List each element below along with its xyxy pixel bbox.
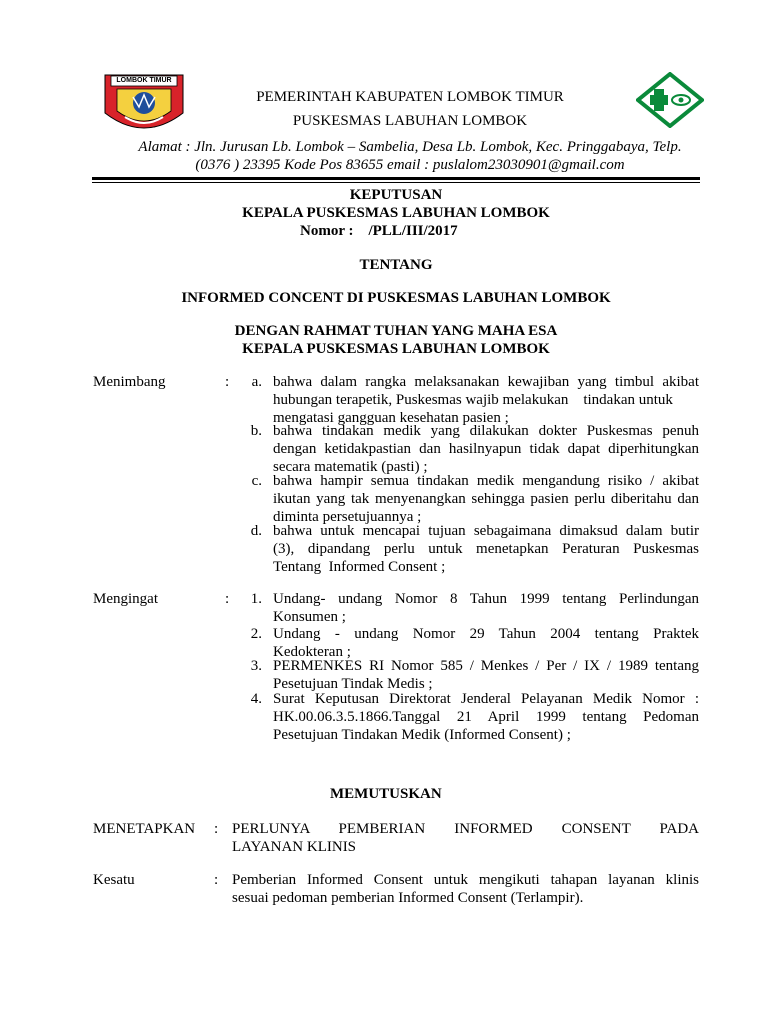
text-line: Konsumen ;	[273, 609, 346, 625]
menimbang-marker-b: b.	[250, 423, 262, 439]
menimbang-item-d	[273, 522, 699, 576]
mengingat-marker-4: 4.	[250, 691, 262, 707]
title-keputusan: KEPUTUSAN	[349, 187, 443, 203]
menimbang-marker-c: c.	[251, 473, 262, 489]
menetapkan-colon: :	[214, 821, 219, 837]
menetapkan-label: MENETAPKAN	[93, 821, 196, 837]
text-line: Surat Keputusan Direktorat Jenderal Pelayanan Medik Nomor :	[273, 691, 699, 707]
text-line: bahwa dalam rangka melaksanakan kewajiban yang timbul akibat	[273, 374, 699, 390]
text-line: secara matematik (pasti) ;	[273, 459, 428, 475]
header-rule-thin	[92, 182, 700, 183]
government-name: PEMERINTAH KABUPATEN LOMBOK TIMUR	[256, 89, 564, 105]
text-line: diminta persetujuannya ;	[273, 509, 422, 525]
address-line-1: Alamat : Jln. Jurusan Lb. Lombok – Sambelia, Desa Lb. Lombok, Kec. Pringgabaya, Telp.	[138, 139, 682, 155]
mengingat-item-3	[273, 657, 699, 693]
memutuskan-heading: MEMUTUSKAN	[330, 786, 442, 802]
text-line: Tentang Informed Consent ;	[273, 559, 446, 575]
mengingat-item-2	[273, 625, 699, 661]
text-line: ikutan yang tak menyenangkan sehingga pasien perlu diberitahu dan	[273, 491, 699, 507]
menimbang-label: Menimbang	[93, 374, 166, 390]
text-line: HK.00.06.3.5.1866.Tanggal 21 April 1999 tentang Pedoman	[273, 709, 699, 725]
kesatu-colon: :	[214, 872, 219, 888]
text-line: sesuai pedoman pemberian Informed Consent (Terlampir).	[232, 890, 584, 906]
title-kepala: KEPALA PUSKESMAS LABUHAN LOMBOK	[242, 205, 550, 221]
nomor-value: /PLL/III/2017	[368, 223, 458, 239]
mengingat-marker-3: 3.	[250, 658, 262, 674]
mengingat-label: Mengingat	[93, 591, 158, 607]
institution-name: PUSKESMAS LABUHAN LOMBOK	[292, 113, 528, 129]
menimbang-item-b	[273, 422, 699, 476]
title-tentang: TENTANG	[359, 257, 433, 273]
text-line: (3), dipandang perlu untuk menetapkan Peraturan Puskesmas	[273, 541, 699, 557]
mengingat-marker-1: 1.	[250, 591, 262, 607]
text-line: Pemberian Informed Consent untuk mengikuti tahapan layanan klinis	[232, 872, 699, 888]
text-line: bahwa untuk mencapai tujuan sebagaimana dimaksud dalam butir	[273, 523, 699, 539]
nomor	[300, 222, 458, 240]
title-rahmat: DENGAN RAHMAT TUHAN YANG MAHA ESA	[234, 323, 558, 339]
menimbang-marker-a: a.	[251, 374, 262, 390]
text-line: Pesetujuan Tindakan Medik (Informed Consent) ;	[273, 727, 571, 743]
text-line: bahwa tindakan medik yang dilakukan dokter Puskesmas penuh	[273, 423, 699, 439]
title-kepala-2: KEPALA PUSKESMAS LABUHAN LOMBOK	[242, 341, 550, 357]
kesatu-label: Kesatu	[93, 872, 135, 888]
mengingat-item-4	[273, 690, 699, 744]
text-line: LAYANAN KLINIS	[232, 839, 357, 855]
text-line: Undang - undang Nomor 29 Tahun 2004 tentang Praktek	[273, 626, 699, 642]
mengingat-colon: :	[225, 591, 230, 607]
menimbang-item-c	[273, 472, 699, 526]
mengingat-marker-2: 2.	[250, 626, 262, 642]
kesatu-text	[232, 871, 699, 907]
text-line: dengan ketidakpastian dan hasilnyapun tidak dapat diperhitungkan	[273, 441, 699, 457]
title-subject: INFORMED CONCENT DI PUSKESMAS LABUHAN LOMBOK	[181, 290, 611, 306]
text-line: Kedokteran ;	[273, 644, 351, 660]
text-line: PERMENKES RI Nomor 585 / Menkes / Per / IX / 1989 tentang	[273, 658, 699, 674]
logo-caption: LOMBOK TIMUR	[116, 77, 172, 84]
text-line: Pesetujuan Tindak Medis ;	[273, 676, 433, 692]
header-rule-thick	[92, 177, 700, 180]
address-line-2: (0376 ) 23395 Kode Pos 83655 email : puslalom23030901@gmail.com	[195, 157, 625, 173]
text-line: Undang- undang Nomor 8 Tahun 1999 tentang Perlindungan	[273, 591, 699, 607]
mengingat-item-1	[273, 590, 699, 626]
text-line: hubungan terapetik, Puskesmas wajib melakukan tindakan untuk	[273, 392, 673, 408]
text-line: PERLUNYA PEMBERIAN INFORMED CONSENT PADA	[232, 821, 699, 837]
menimbang-colon: :	[225, 374, 230, 390]
menetapkan-text	[232, 820, 699, 856]
text-line: mengatasi gangguan kesehatan pasien ;	[273, 410, 509, 426]
text-line: bahwa hampir semua tindakan medik mengandung risiko / akibat	[273, 473, 699, 489]
menimbang-marker-d: d.	[250, 523, 262, 539]
nomor-label: Nomor :	[300, 223, 354, 239]
menimbang-item-a	[273, 373, 699, 427]
